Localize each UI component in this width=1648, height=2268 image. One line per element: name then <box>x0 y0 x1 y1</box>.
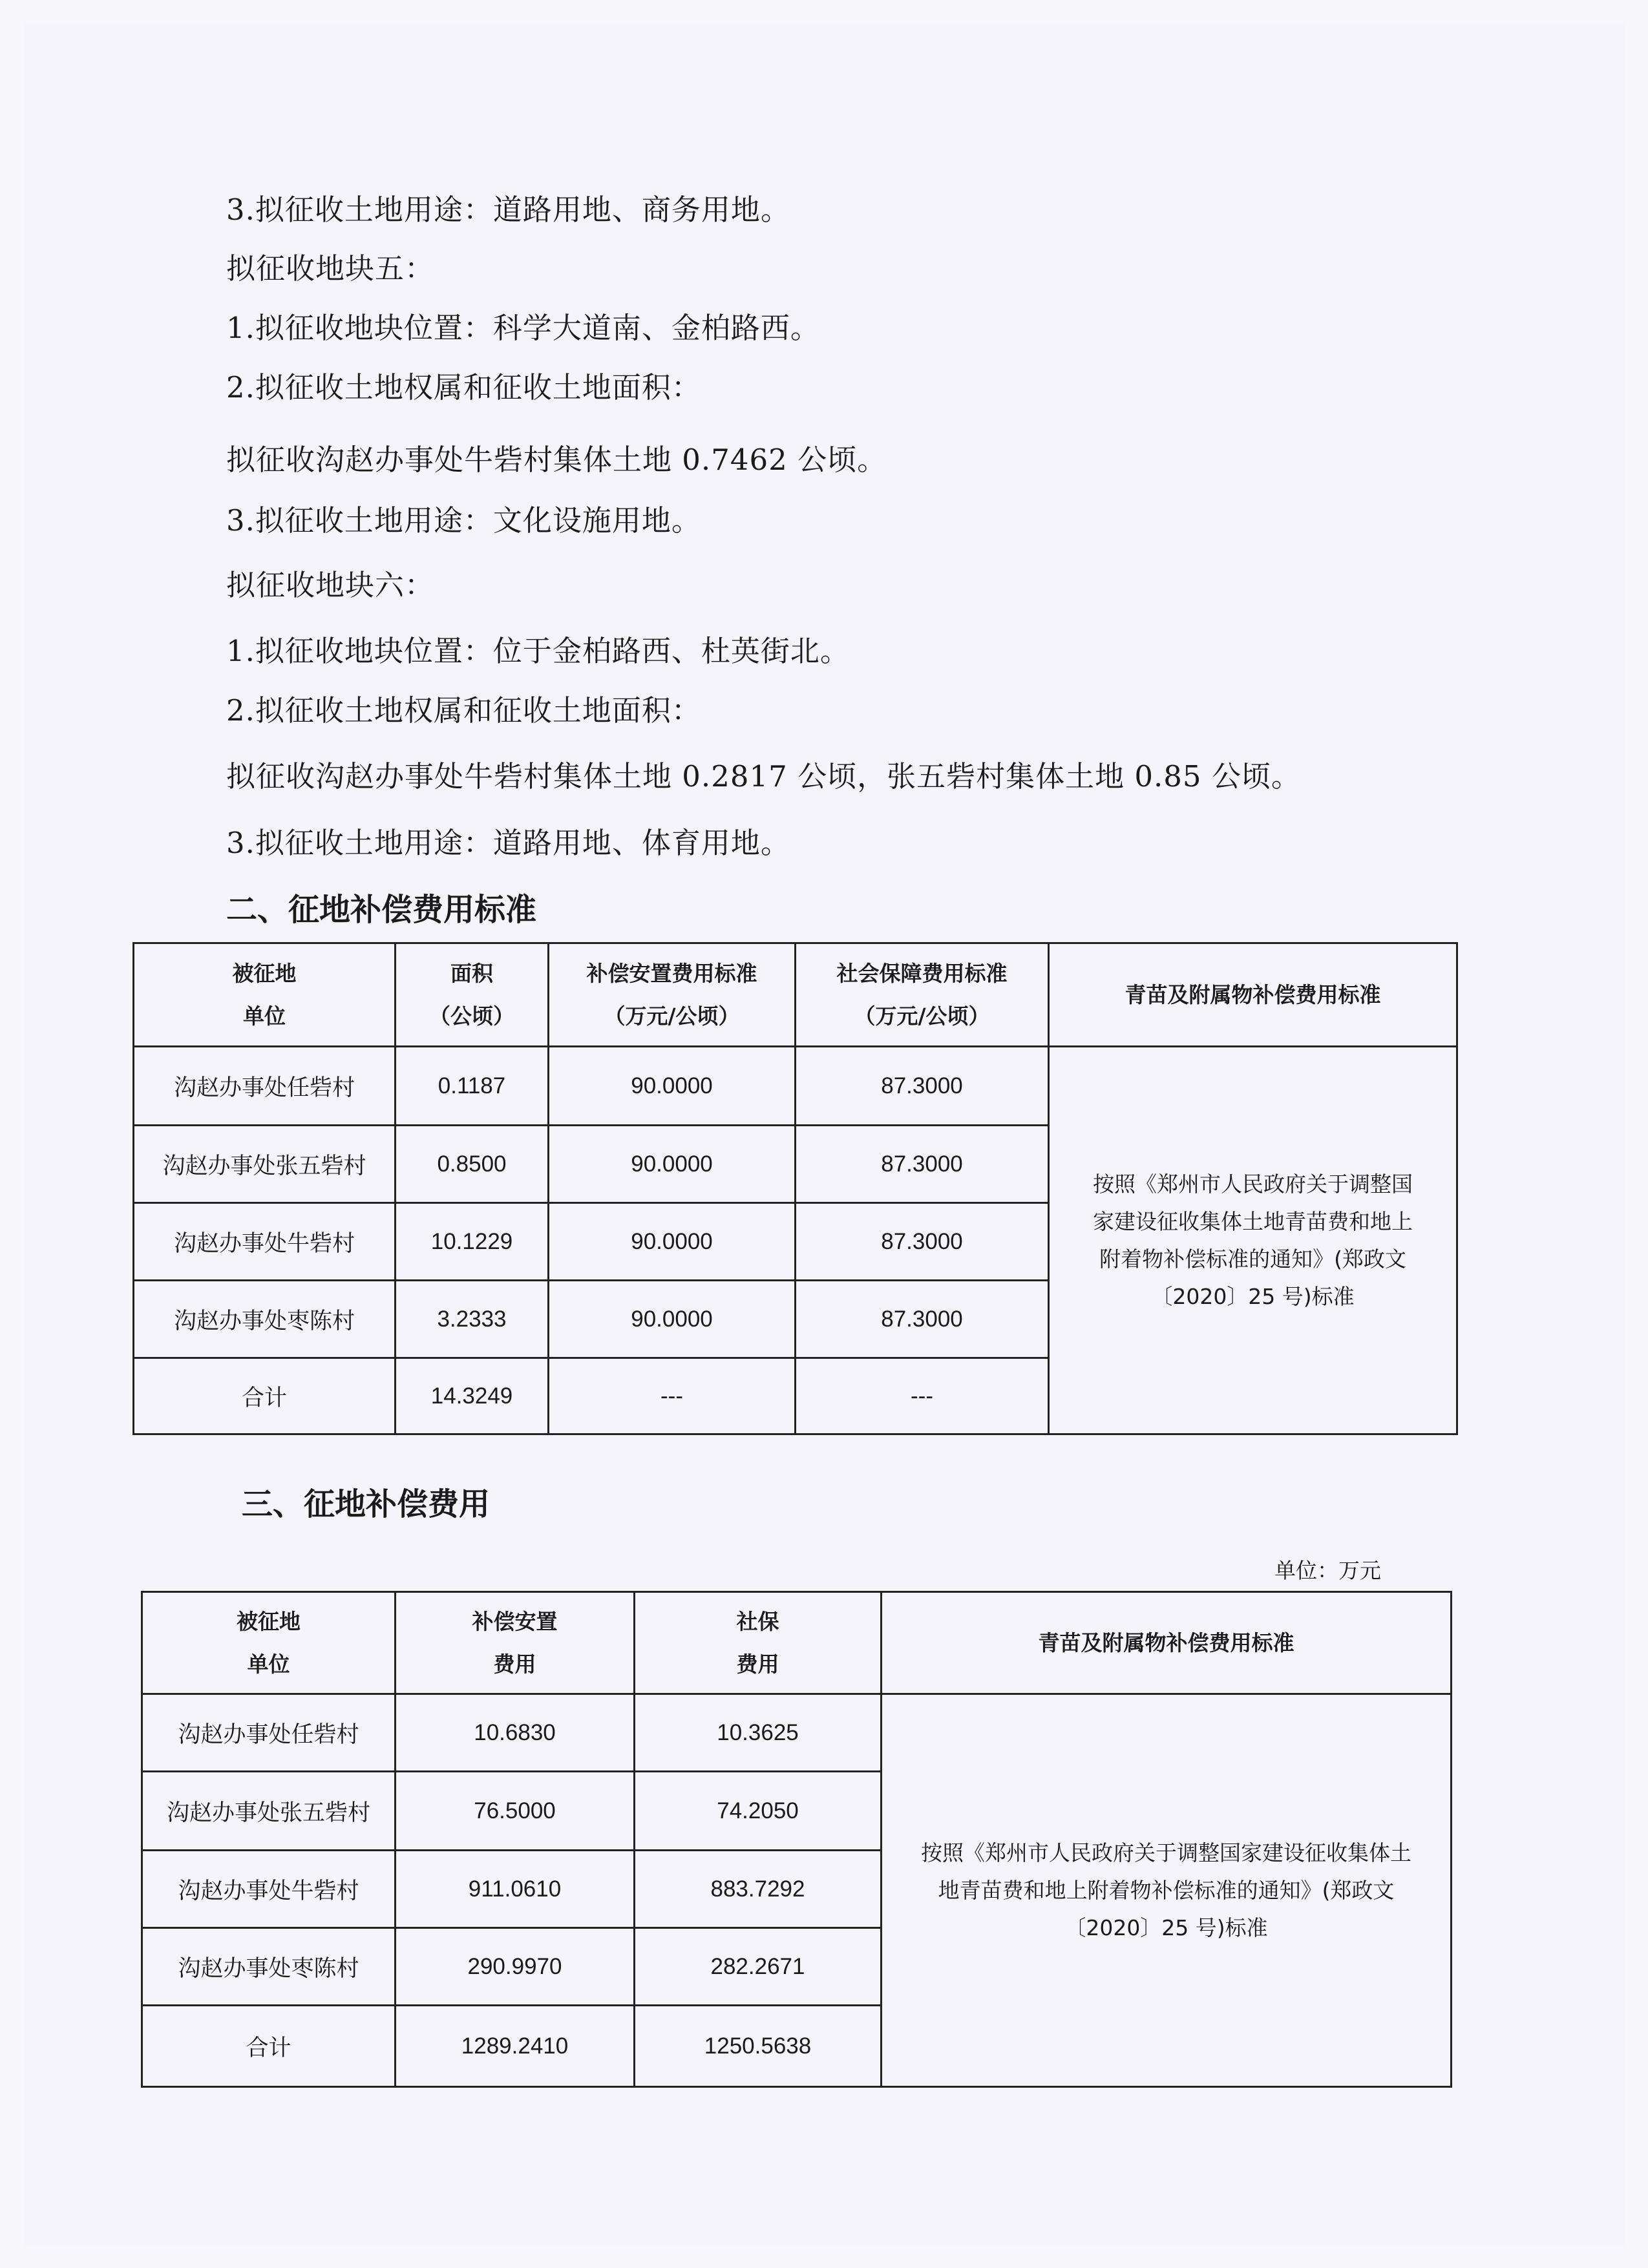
comp-standard-cell: 90.0000 <box>549 1203 796 1281</box>
area-cell: 10.1229 <box>396 1203 549 1281</box>
header-cell: 补偿安置费用标准 （万元/公顷） <box>549 943 796 1047</box>
table-header-row <box>142 1592 1452 1694</box>
header-cell: 社会保障费用标准 （万元/公顷） <box>796 943 1049 1047</box>
body-line: 1.拟征收地块位置：科学大道南、金柏路西。 <box>226 311 820 345</box>
body-line: 3.拟征收土地用途：道路用地、商务用地。 <box>226 193 790 227</box>
header-cell: 被征地 单位 <box>134 943 396 1047</box>
unit-cell: 合计 <box>134 1358 396 1434</box>
social-standard-cell: 87.3000 <box>796 1203 1049 1281</box>
header-cell: 社保 费用 <box>635 1592 882 1694</box>
area-cell: 0.1187 <box>396 1047 549 1126</box>
body-line: 2.拟征收土地权属和征收土地面积： <box>226 693 701 728</box>
unit-cell: 合计 <box>142 2006 396 2087</box>
unit-cell: 沟赵办事处任砦村 <box>134 1047 396 1126</box>
body-line: 拟征收沟赵办事处牛砦村集体土地 0.7462 公顷。 <box>226 443 887 477</box>
comp-cost-cell: 1289.2410 <box>396 2006 635 2087</box>
header-cell: 青苗及附属物补偿费用标准 <box>882 1592 1452 1694</box>
comp-standard-cell: 90.0000 <box>549 1126 796 1203</box>
comp-cost-cell: 76.5000 <box>396 1772 635 1851</box>
compensation-cost-table <box>141 1591 1452 2088</box>
table-header-row <box>134 943 1457 1047</box>
unit-cell: 沟赵办事处枣陈村 <box>142 1928 396 2006</box>
area-cell: 3.2333 <box>396 1281 549 1358</box>
compensation-standard-table <box>132 942 1458 1435</box>
header-cell: 被征地 单位 <box>142 1592 396 1694</box>
table-row <box>142 1694 1452 1772</box>
body-line: 3.拟征收土地用途：文化设施用地。 <box>226 503 701 538</box>
section3-heading: 三、征地补偿费用 <box>242 1486 491 1522</box>
unit-cell: 沟赵办事处张五砦村 <box>142 1772 396 1851</box>
body-line: 拟征收地块五： <box>226 251 435 286</box>
comp-standard-cell: --- <box>549 1358 796 1434</box>
comp-standard-cell: 90.0000 <box>549 1047 796 1126</box>
body-line: 拟征收地块六： <box>226 568 435 602</box>
seedling-standard-cell: 按照《郑州市人民政府关于调整国家建设征收集体土 地青苗费和地上附着物补偿标准的通知》(郑政文 〔2020〕25 号)标准 <box>882 1694 1452 2087</box>
section2-heading: 二、征地补偿费用标准 <box>226 892 537 928</box>
comp-standard-cell: 90.0000 <box>549 1281 796 1358</box>
header-cell: 补偿安置 费用 <box>396 1592 635 1694</box>
body-line: 2.拟征收土地权属和征收土地面积： <box>226 370 701 404</box>
social-standard-cell: 87.3000 <box>796 1281 1049 1358</box>
comp-cost-cell: 10.6830 <box>396 1694 635 1772</box>
social-standard-cell: 87.3000 <box>796 1047 1049 1126</box>
unit-label: 单位：万元 <box>1274 1558 1381 1583</box>
comp-cost-cell: 290.9970 <box>396 1928 635 2006</box>
show-through-decoration <box>918 194 969 254</box>
unit-cell: 沟赵办事处张五砦村 <box>134 1126 396 1203</box>
comp-cost-cell: 911.0610 <box>396 1851 635 1928</box>
unit-cell: 沟赵办事处任砦村 <box>142 1694 396 1772</box>
social-standard-cell: 87.3000 <box>796 1126 1049 1203</box>
social-cost-cell: 74.2050 <box>635 1772 882 1851</box>
social-cost-cell: 282.2671 <box>635 1928 882 2006</box>
area-cell: 14.3249 <box>396 1358 549 1434</box>
header-cell: 面积 （公顷） <box>396 943 549 1047</box>
unit-cell: 沟赵办事处枣陈村 <box>134 1281 396 1358</box>
area-cell: 0.8500 <box>396 1126 549 1203</box>
social-standard-cell: --- <box>796 1358 1049 1434</box>
unit-cell: 沟赵办事处牛砦村 <box>142 1851 396 1928</box>
header-cell: 青苗及附属物补偿费用标准 <box>1049 943 1457 1047</box>
table-row <box>134 1047 1457 1126</box>
seedling-standard-cell: 按照《郑州市人民政府关于调整国 家建设征收集体土地青苗费和地上 附着物补偿标准的通知》(郑政文 〔2020〕25 号)标准 <box>1049 1047 1457 1434</box>
social-cost-cell: 1250.5638 <box>635 2006 882 2087</box>
unit-cell: 沟赵办事处牛砦村 <box>134 1203 396 1281</box>
social-cost-cell: 10.3625 <box>635 1694 882 1772</box>
body-line: 1.拟征收地块位置：位于金柏路西、杜英街北。 <box>226 634 850 668</box>
social-cost-cell: 883.7292 <box>635 1851 882 1928</box>
body-line: 3.拟征收土地用途：道路用地、体育用地。 <box>226 826 790 860</box>
body-line: 拟征收沟赵办事处牛砦村集体土地 0.2817 公顷，张五砦村集体土地 0.85 公顷。 <box>226 759 1301 793</box>
